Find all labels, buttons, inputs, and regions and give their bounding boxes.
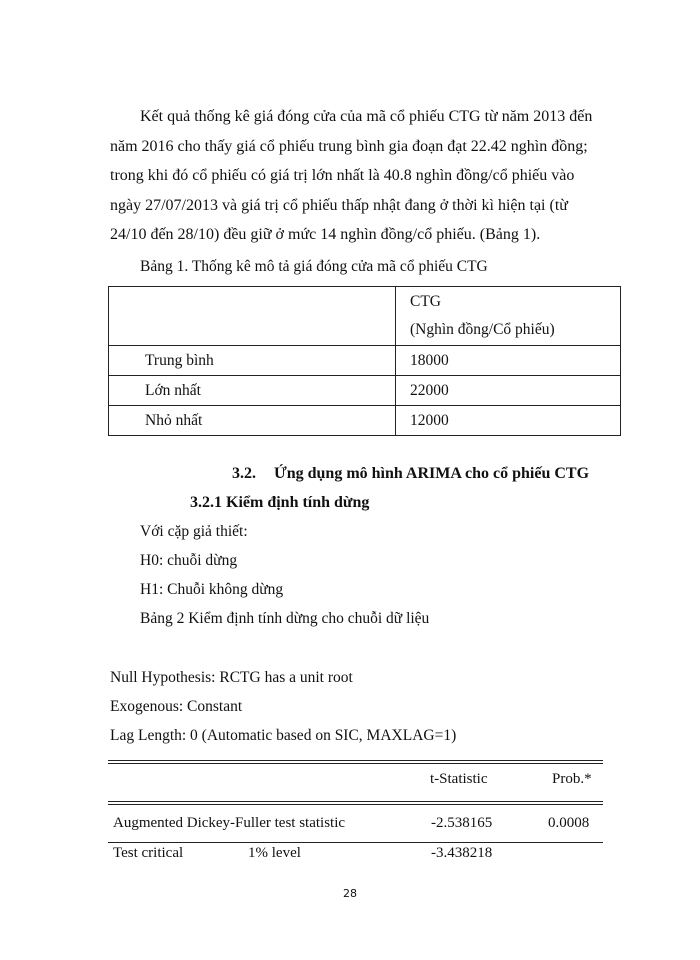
row-label-max: Lớn nhất [109, 376, 396, 406]
table1-caption: Bảng 1. Thống kê mô tả giá đóng cửa mã cổ phiếu CTG [140, 258, 488, 275]
lag-length: Lag Length: 0 (Automatic based on SIC, MAXLAG=1) [110, 727, 457, 744]
col-header-prob: Prob.* [552, 771, 592, 787]
header-rule-1 [108, 801, 603, 802]
col-header-t-statistic: t-Statistic [430, 771, 488, 787]
exogenous: Exogenous: Constant [110, 698, 243, 715]
critical-value-1pct: -3.438218 [431, 845, 493, 861]
page-number: 28 [343, 887, 357, 900]
intro-line-5: 24/10 đến 28/10) đều giữ ở mức 14 nghìn đồng/cổ phiếu. (Bảng 1). [110, 226, 541, 243]
hypothesis-h1: H1: Chuỗi không dừng [140, 581, 284, 598]
intro-line-3: trong khi đó cổ phiếu có giá trị lớn nhất là 40.8 nghìn đồng/cổ phiếu vào [110, 167, 575, 184]
row-label-min: Nhỏ nhất [109, 406, 396, 436]
header-unit: (Nghìn đồng/Cổ phiếu) [410, 321, 555, 338]
table-header-row [109, 287, 621, 346]
top-rule-1 [108, 760, 603, 761]
row-value-max: 22000 [396, 376, 621, 406]
subsection-heading: 3.2.1 Kiểm định tính dừng [190, 494, 370, 511]
row-value-min: 12000 [396, 406, 621, 436]
intro-line-1: Kết quả thống kê giá đóng cửa của mã cổ phiếu CTG từ năm 2013 đến [140, 108, 593, 125]
section-heading [232, 465, 589, 483]
null-hypothesis: Null Hypothesis: RCTG has a unit root [110, 669, 353, 686]
hypothesis-h0: H0: chuỗi dừng [140, 552, 238, 569]
header-rule-2 [108, 804, 603, 805]
critical-level-label: 1% level [248, 845, 301, 861]
top-rule-2 [108, 763, 603, 764]
section-number: 3.2. [232, 465, 256, 482]
header-ctg: CTG [410, 293, 441, 310]
table-row [109, 406, 621, 436]
section-title: Ứng dụng mô hình ARIMA cho cổ phiếu CTG [274, 465, 590, 482]
table-row [109, 346, 621, 376]
adf-prob-value: 0.0008 [548, 815, 590, 831]
intro-line-4: ngày 27/07/2013 và giá trị cổ phiếu thấp nhật đang ở thời kì hiện tại (từ [110, 196, 568, 214]
intro-paragraph [110, 102, 600, 250]
stats-table [108, 286, 621, 436]
adf-stat-label: Augmented Dickey-Fuller test statistic [113, 815, 346, 831]
adf-stat-value: -2.538165 [431, 815, 493, 831]
intro-line-2: năm 2016 cho thấy giá cổ phiếu trung bình gia đoạn đạt 22.42 nghìn đồng; [110, 137, 588, 155]
hypothesis-intro: Với cặp giả thiết: [140, 523, 248, 540]
row-rule [108, 842, 603, 843]
table-row [109, 376, 621, 406]
test-critical-label: Test critical [113, 845, 184, 861]
row-label-mean: Trung bình [109, 346, 396, 376]
row-value-mean: 18000 [396, 346, 621, 376]
table2-caption: Bảng 2 Kiểm định tính dừng cho chuỗi dữ liệu [140, 610, 430, 627]
empty-header-cell [109, 287, 396, 346]
ctg-header-cell [396, 287, 621, 346]
